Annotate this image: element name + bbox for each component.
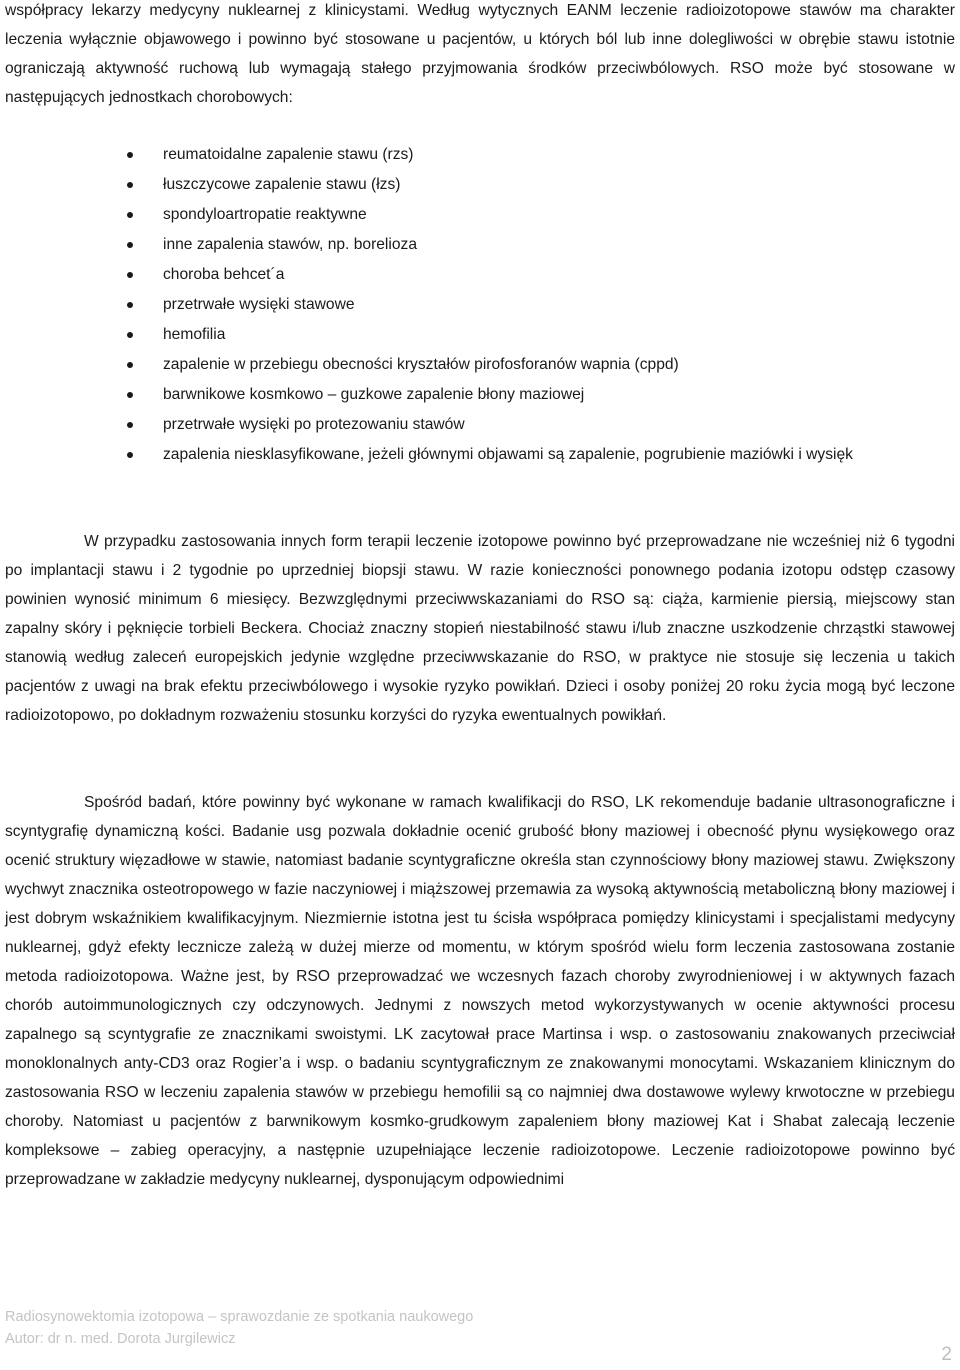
- list-item-text: przetrwałe wysięki stawowe: [163, 296, 355, 313]
- diagnostics-paragraph: Spośród badań, które powinny być wykonane w ramach kwalifikacji do RSO, LK rekomenduje badanie ultrasonograficzne i scyntygrafię dynamiczną kości. Badanie usg pozwala dokładnie ocenić grubość błony maziowej i obecność płynu wysiękowego oraz ocenić struktury więzadłowe w stawie, natomiast badanie scyntygraficzne określa stan czynnościowy błony maziowej stawu. Zwiększony wychwyt znacznika osteotropowego w fazie naczyniowej i miąższowej przemawia za wysoką aktywnością metaboliczną błony maziowej i jest dobrym wskaźnikiem kwalifikacyjnym. Niezmiernie istotna jest tu ścisła współpraca pomiędzy klinicystami i specjalistami medycyny nuklearnej, gdyż efekty lecznicze zależą w dużej mierze od momentu, w którym spośród wielu form leczenia zastosowana zostanie metoda radioizotopowa. Ważne jest, by RSO przeprowadzać we wczesnych fazach choroby zwyrodnieniowej i w aktywnych fazach chorób autoimmunologicznych czy odczynowych. Jednymi z nowszych metod wykorzystywanych w ocenie aktywności procesu zapalnego są scyntygrafie ze znacznikami swoistymi. LK zacytował prace Martinsa i wsp. o zastosowaniu znakowanych przeciwciał monoklonalnych anty-CD3 oraz Rogier’a i wsp. o badaniu scyntygraficznym ze znakowanymi monocytami. Wskazaniem klinicznym do zastosowania RSO w leczeniu zapalenia stawów w przebiegu hemofilii są co najmniej dwa dostawowe wylewy krwotoczne w przebiegu choroby. Natomiast u pacjentów z barwnikowym kosmko-grudkowym zapaleniem błony maziowej Kat i Shabat zalecają leczenie kompleksowe – zabieg operacyjny, a następnie uzupełniające leczenie radioizotopowe. Leczenie radioizotopowe powinno być przeprowadzane w zakładzie medycyny nuklearnej, dysponującym odpowiednimi: [5, 794, 955, 1188]
- list-item-text: zapalenie w przebiegu obecności kryształów pirofosforanów wapnia (cppd): [163, 356, 679, 373]
- bullet-icon: [127, 362, 133, 368]
- list-item-text: zapalenia niesklasyfikowane, jeżeli głównymi objawami są zapalenie, pogrubienie maziówki i wysięk: [163, 446, 853, 463]
- list-item-text: reumatoidalne zapalenie stawu (rzs): [163, 146, 414, 163]
- footer-title: Radiosynowektomia izotopowa – sprawozdanie ze spotkania naukowego: [5, 1309, 474, 1325]
- list-item: [0, 230, 948, 260]
- bullet-icon: [127, 152, 133, 158]
- list-item-text: łuszczycowe zapalenie stawu (łzs): [163, 176, 401, 193]
- list-item: [0, 200, 948, 230]
- bullet-icon: [127, 302, 133, 308]
- indications-list: [0, 140, 960, 470]
- page-number: 2: [941, 1344, 952, 1365]
- list-item-text: barwnikowe kosmkowo – guzkowe zapalenie błony maziowej: [163, 386, 585, 403]
- list-item: [0, 440, 948, 470]
- list-item: [0, 350, 948, 380]
- footer-author: Autor: dr n. med. Dorota Jurgilewicz: [5, 1331, 236, 1347]
- bullet-icon: [127, 392, 133, 398]
- list-item: [0, 410, 948, 440]
- bullet-icon: [127, 332, 133, 338]
- list-item-text: choroba behcet´a: [163, 266, 285, 283]
- list-item-text: inne zapalenia stawów, np. borelioza: [163, 236, 417, 253]
- bullet-icon: [127, 452, 133, 458]
- list-item: [0, 170, 948, 200]
- list-item: [0, 140, 948, 170]
- bullet-icon: [127, 242, 133, 248]
- list-item: [0, 380, 948, 410]
- intro-paragraph: współpracy lekarzy medycyny nuklearnej z klinicystami. Według wytycznych EANM leczenie radioizotopowe stawów ma charakter leczenia wyłącznie objawowego i powinno być stosowane u pacjentów, u których ból lub inne dolegliwości w obrębie stawu istotnie ograniczają aktywność ruchową lub wymagają stałego przyjmowania środków przeciwbólowych. RSO może być stosowane w następujących jednostkach chorobowych:: [5, 2, 955, 106]
- list-item-text: hemofilia: [163, 326, 226, 343]
- list-item: [0, 320, 948, 350]
- bullet-icon: [127, 182, 133, 188]
- bullet-icon: [127, 422, 133, 428]
- bullet-icon: [127, 212, 133, 218]
- list-item-text: spondyloartropatie reaktywne: [163, 206, 367, 223]
- bullet-icon: [127, 272, 133, 278]
- page-footer: [5, 1306, 473, 1350]
- contraindications-paragraph: W przypadku zastosowania innych form terapii leczenie izotopowe powinno być przeprowadzane nie wcześniej niż 6 tygodni po implantacji stawu i 2 tygodnie po uprzedniej biopsji stawu. W razie konieczności ponownego podania izotopu odstęp czasowy powinien wynosić minimum 6 miesięcy. Bezwzględnymi przeciwwskazaniami do RSO są: ciąża, karmienie piersią, miejscowy stan zapalny skóry i pęknięcie torbieli Beckera. Chociaż znaczny stopień niestabilność stawu i/lub znaczne uszkodzenie chrząstki stawowej stanowią według zaleceń europejskich jedynie względne przeciwwskazanie do RSO, w praktyce nie stosuje się leczenia u takich pacjentów z uwagi na brak efektu przeciwbólowego i wysokie ryzyko powikłań. Dzieci i osoby poniżej 20 roku życia mogą być leczone radioizotopowo, po dokładnym rozważeniu stosunku korzyści do ryzyka ewentualnych powikłań.: [5, 533, 955, 724]
- list-item-text: przetrwałe wysięki po protezowaniu stawów: [163, 416, 465, 433]
- list-item: [0, 290, 948, 320]
- list-item: [0, 260, 948, 290]
